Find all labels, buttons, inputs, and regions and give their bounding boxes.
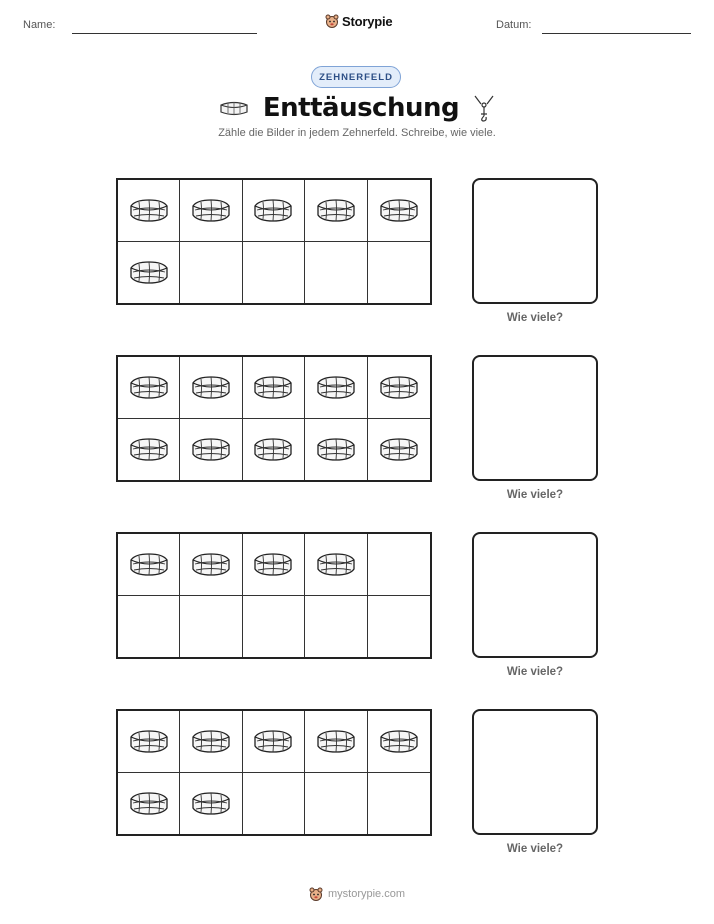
folded-blanket-icon bbox=[314, 726, 358, 756]
ten-frame-cell bbox=[180, 534, 242, 596]
ten-frame-cell bbox=[243, 419, 305, 481]
ten-frame-cell bbox=[368, 180, 430, 242]
ten-frame-cell bbox=[180, 180, 242, 242]
ten-frame-cell bbox=[180, 242, 242, 304]
ten-frame-cell bbox=[243, 180, 305, 242]
ten-frame-cell bbox=[305, 534, 367, 596]
folded-blanket-icon bbox=[189, 372, 233, 402]
how-many-label-4: Wie viele? bbox=[506, 843, 564, 855]
date-label: Datum: bbox=[496, 19, 532, 31]
ten-frame-1 bbox=[116, 178, 432, 305]
folded-blanket-icon bbox=[189, 434, 233, 464]
worksheet-type-badge: ZEHNERFELD bbox=[311, 66, 401, 88]
ten-frame-4 bbox=[116, 709, 432, 836]
folded-blanket-icon bbox=[189, 788, 233, 818]
instructions: Zähle die Bilder in jedem Zehnerfeld. Schreibe, wie viele. bbox=[218, 127, 496, 139]
folded-blanket-icon bbox=[251, 726, 295, 756]
ten-frame-cell bbox=[368, 596, 430, 658]
ten-frame-cell bbox=[243, 534, 305, 596]
ten-frame-cell bbox=[305, 419, 367, 481]
answer-box-3[interactable] bbox=[472, 532, 598, 658]
folded-blanket-icon bbox=[377, 195, 421, 225]
ten-frame-cell bbox=[180, 773, 242, 835]
ten-frame-cell bbox=[118, 534, 180, 596]
folded-blanket-icon bbox=[189, 195, 233, 225]
ten-frame-cell bbox=[368, 357, 430, 419]
ten-frame-cell bbox=[118, 180, 180, 242]
folded-blanket-icon bbox=[127, 257, 171, 287]
folded-blanket-icon bbox=[251, 372, 295, 402]
folded-blanket-icon bbox=[314, 195, 358, 225]
ten-frame-cell bbox=[118, 596, 180, 658]
brand-name: Storypie bbox=[342, 13, 393, 29]
blanket-icon bbox=[217, 98, 251, 118]
ten-frame-cell bbox=[305, 357, 367, 419]
folded-blanket-icon bbox=[127, 434, 171, 464]
footer-url: mystorypie.com bbox=[327, 888, 406, 900]
title-row bbox=[0, 92, 714, 124]
folded-blanket-icon bbox=[127, 372, 171, 402]
answer-box-1[interactable] bbox=[472, 178, 598, 304]
folded-blanket-icon bbox=[314, 434, 358, 464]
ten-frame-cell bbox=[118, 773, 180, 835]
storypie-logo bbox=[325, 13, 392, 29]
ten-frame-cell bbox=[368, 773, 430, 835]
ten-frame-cell bbox=[305, 242, 367, 304]
name-field-line[interactable] bbox=[72, 33, 257, 34]
ten-frame-cell bbox=[305, 596, 367, 658]
ten-frame-2 bbox=[116, 355, 432, 482]
ten-frame-cell bbox=[243, 596, 305, 658]
footer bbox=[0, 886, 714, 902]
date-field-line[interactable] bbox=[542, 33, 691, 34]
ten-frame-cell bbox=[243, 711, 305, 773]
ten-frame-cell bbox=[180, 711, 242, 773]
folded-blanket-icon bbox=[189, 549, 233, 579]
answer-box-4[interactable] bbox=[472, 709, 598, 835]
ten-frame-cell bbox=[118, 711, 180, 773]
ten-frame-cell bbox=[180, 596, 242, 658]
ten-frame-cell bbox=[305, 180, 367, 242]
folded-blanket-icon bbox=[251, 549, 295, 579]
ten-frame-cell bbox=[368, 242, 430, 304]
ten-frame-cell bbox=[118, 242, 180, 304]
ten-frame-3 bbox=[116, 532, 432, 659]
ten-frame-cell bbox=[180, 419, 242, 481]
how-many-label-1: Wie viele? bbox=[506, 312, 564, 324]
folded-blanket-icon bbox=[377, 434, 421, 464]
folded-blanket-icon bbox=[251, 195, 295, 225]
folded-blanket-icon bbox=[314, 549, 358, 579]
name-label: Name: bbox=[23, 19, 56, 31]
ten-frame-cell bbox=[243, 357, 305, 419]
ten-frame-cell bbox=[243, 773, 305, 835]
folded-blanket-icon bbox=[127, 549, 171, 579]
storypie-mascot-icon bbox=[325, 13, 339, 29]
folded-blanket-icon bbox=[251, 434, 295, 464]
ten-frame-cell bbox=[305, 711, 367, 773]
ten-frame-cell bbox=[118, 419, 180, 481]
ten-frame-cell bbox=[305, 773, 367, 835]
folded-blanket-icon bbox=[127, 195, 171, 225]
folded-blanket-icon bbox=[189, 726, 233, 756]
ten-frame-cell bbox=[368, 711, 430, 773]
ten-frame-cell bbox=[118, 357, 180, 419]
folded-blanket-icon bbox=[127, 788, 171, 818]
folded-blanket-icon bbox=[314, 372, 358, 402]
folded-blanket-icon bbox=[377, 372, 421, 402]
ten-frame-cell bbox=[180, 357, 242, 419]
ten-frame-cell bbox=[243, 242, 305, 304]
ten-frame-cell bbox=[368, 419, 430, 481]
folded-blanket-icon bbox=[377, 726, 421, 756]
worksheet-title: Enttäuschung bbox=[262, 93, 460, 123]
how-many-label-2: Wie viele? bbox=[506, 489, 564, 501]
chain-hook-icon bbox=[471, 92, 497, 124]
how-many-label-3: Wie viele? bbox=[506, 666, 564, 678]
answer-box-2[interactable] bbox=[472, 355, 598, 481]
storypie-mascot-icon bbox=[309, 886, 323, 902]
folded-blanket-icon bbox=[127, 726, 171, 756]
ten-frame-cell bbox=[368, 534, 430, 596]
